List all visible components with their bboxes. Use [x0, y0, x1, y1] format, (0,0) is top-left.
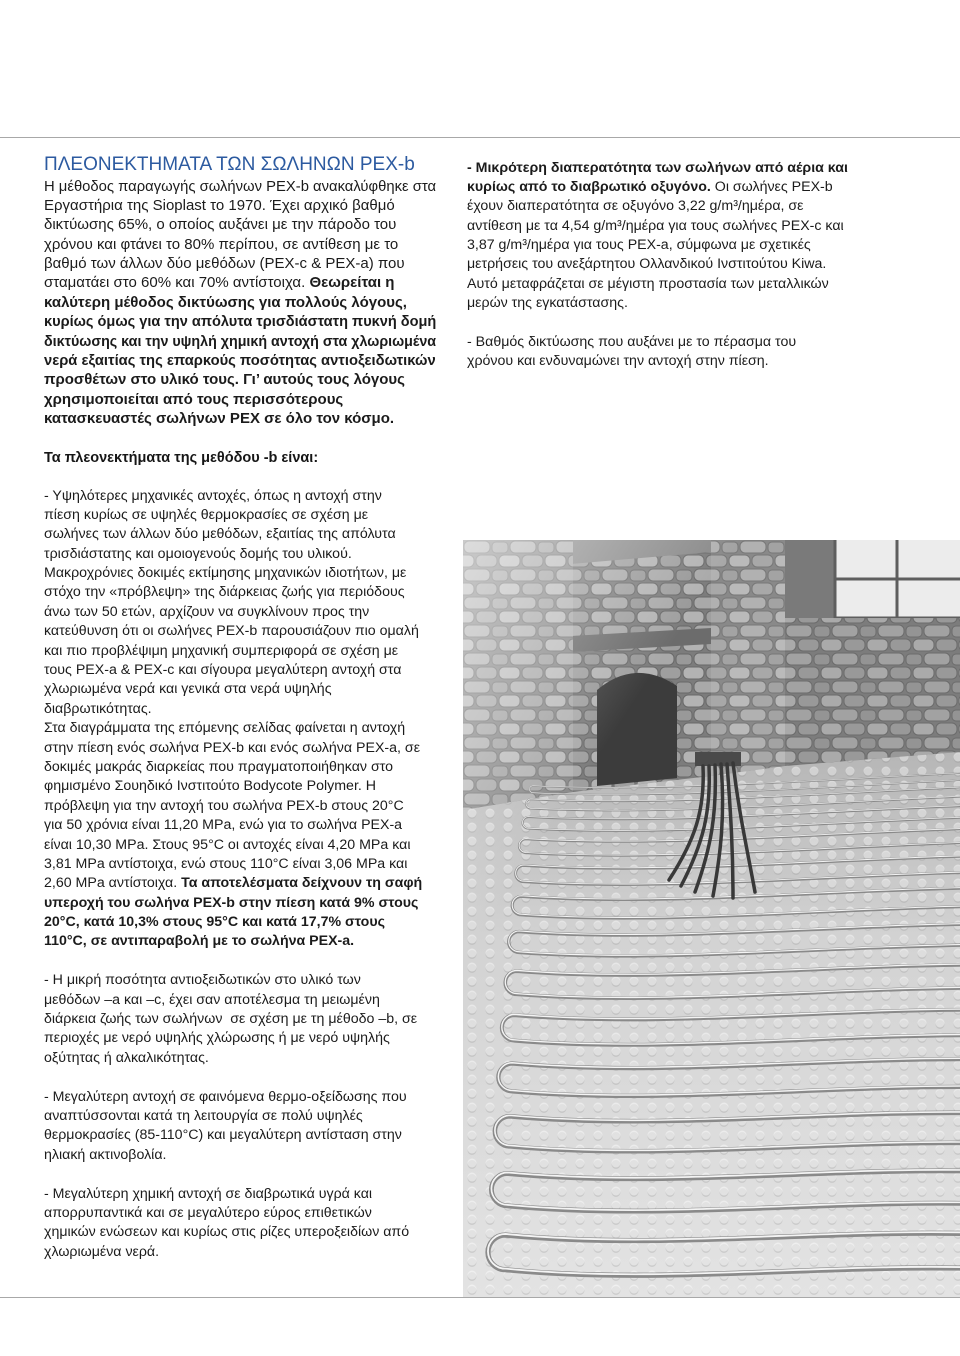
- text-line: [467, 236, 848, 255]
- text-run: έχουν διαπερατότητα σε οξυγόνο 3,22 g/m³/ημέρα, σε: [467, 198, 804, 215]
- intro-line: [44, 370, 456, 389]
- text-run: για 50 χρόνια είναι 11,20 MPa, ενώ για το σωλήνα PEX-a: [44, 817, 403, 834]
- line-text: [44, 312, 436, 331]
- line-text: [44, 506, 368, 525]
- text-line: [44, 874, 422, 893]
- line-text: [467, 294, 628, 313]
- line-text: [44, 564, 406, 583]
- text-run: κατεύθυνση ότι οι σωλήνες PEX-b παρουσιάζουν πιο ομαλή: [44, 623, 419, 640]
- intro-line: [44, 273, 456, 292]
- line-text: [44, 719, 405, 738]
- line-text: [44, 409, 394, 428]
- text-line: [44, 1223, 422, 1242]
- line-text: [44, 913, 385, 932]
- text-line: [44, 758, 422, 777]
- intro-line: [44, 390, 456, 409]
- text-line: [44, 1243, 422, 1262]
- line-text: [44, 293, 407, 312]
- line-text: [44, 1223, 409, 1242]
- text-line: [44, 545, 422, 564]
- line-text: [44, 487, 382, 506]
- line-text: [44, 1010, 417, 1029]
- bold-text-run: κατασκευαστές σωλήνων PEX σε όλο τον κόσμο.: [44, 410, 395, 428]
- text-line: [44, 739, 422, 758]
- bold-text-run: δικτύωσης και την υψηλή χημική αντοχή στα χλωριωμένα: [44, 332, 437, 350]
- line-text: [44, 874, 422, 893]
- text-run: - Υψηλότερες μηχανικές αντοχές, όπως η αντοχή στην: [44, 487, 382, 504]
- line-text: [44, 1204, 372, 1223]
- text-run: απορρυπαντικά και σε μεγαλύτερο εύρος επιθετικών: [44, 1204, 372, 1221]
- line-text: [44, 254, 405, 273]
- text-run: και πιο προβλέψιμη μηχανική συμπεριφορά σε σχέση με: [44, 642, 399, 659]
- text-line: [44, 661, 422, 680]
- bold-text-run: υπεροχή του σωλήνα PEX-b στην πίεση κατά 9% στους: [44, 894, 419, 911]
- text-run: μεθόδων –a και –c, έχει σαν αποτέλεσμα τη μειωμένη: [44, 991, 380, 1008]
- text-run: Οι σωλήνες PEX-b: [710, 178, 833, 195]
- text-line: [467, 197, 848, 216]
- intro-line: [44, 196, 456, 215]
- line-text: [44, 680, 332, 699]
- line-text: [467, 352, 769, 371]
- bottom-divider: [0, 1297, 960, 1298]
- text-run: δικτύωσης 65%, ο οποίος αυξάνει με την πάροδο του: [44, 216, 397, 234]
- line-text: [44, 1185, 372, 1204]
- advantages-heading: Τα πλεονεκτήματα της μεθόδου -b είναι:: [44, 449, 319, 466]
- text-line: [44, 564, 422, 583]
- text-run: πρόβλεψη για την αντοχή του σωλήνα PEX-b στους 20°C: [44, 797, 404, 814]
- text-line: [467, 294, 848, 313]
- text-line: [44, 719, 422, 738]
- text-line: [44, 700, 422, 719]
- intro-paragraph: [44, 177, 456, 429]
- line-text: [44, 622, 419, 641]
- bold-text-run: νερά εξαιτίας της επαρκούς ποσότητας αντιοξειδωτικών: [44, 352, 436, 370]
- text-line: [467, 255, 848, 274]
- text-line: [44, 1185, 422, 1204]
- line-text: [44, 642, 398, 661]
- intro-line: [44, 312, 456, 331]
- text-run: αναπτύσσονται κατά τη λειτουργία σε πολύ υψηλές: [44, 1108, 363, 1124]
- text-line: [44, 642, 422, 661]
- text-run: είναι 10,30 MPa. Στους 95°C οι αντοχές είναι 4,20 MPa και: [44, 836, 411, 853]
- line-text: [44, 215, 396, 234]
- text-line: [44, 991, 422, 1010]
- text-run: χρόνου και φτάνει το 80% περίπου, σε αντίθεση με το: [44, 235, 399, 253]
- line-text: [44, 545, 352, 564]
- line-text: [467, 255, 826, 274]
- text-run: τρισδιάστατης και ομοιογενούς δομής του υλικού.: [44, 545, 352, 562]
- text-run: ηλιακή ακτινοβολία.: [44, 1146, 167, 1163]
- text-run: Αυτό μεταφράζεται σε μέγιστη προστασία των μεταλλικών: [467, 275, 829, 292]
- line-text: [44, 351, 436, 370]
- text-line: [44, 1029, 422, 1048]
- text-run: τους PEX-a & PEX-c και σίγουρα μεγαλύτερη αντοχή στα: [44, 662, 402, 679]
- line-text: [44, 583, 405, 602]
- text-line: [44, 1146, 422, 1165]
- text-line: [44, 797, 422, 816]
- text-line: [44, 777, 422, 796]
- text-run: στόχο την «πρόβλεψη» της διάρκειας ζωής για περιόδους: [44, 584, 405, 601]
- floor-heating-photo: [463, 540, 960, 1297]
- text-line: [44, 583, 422, 602]
- bold-text-run: - Μικρότερη διαπερατότητα των σωλήνων από αέρια και: [467, 159, 848, 176]
- text-line: [44, 855, 422, 874]
- text-run: - Η μικρή ποσότητα αντιοξειδωτικών στο υλικό των: [44, 972, 361, 989]
- text-run: πίεση κυρίως σε υψηλές θερμοκρασίες σε σχέση με: [44, 506, 369, 523]
- text-line: [44, 971, 422, 990]
- intro-line: [44, 409, 456, 428]
- text-run: διαβρωτικότητας.: [44, 700, 152, 717]
- text-line: [44, 506, 422, 525]
- advantage-item: [44, 971, 422, 1068]
- text-run: χλωριωμένα νερά.: [44, 1243, 160, 1260]
- text-line: [44, 1126, 422, 1145]
- line-text: [467, 178, 833, 197]
- text-run: - Μεγαλύτερη χημική αντοχή σε διαβρωτικά υγρά και: [44, 1185, 373, 1202]
- line-text: [44, 971, 361, 990]
- line-text: [467, 159, 848, 178]
- line-text: [44, 700, 152, 719]
- bold-text-run: καλύτερη μέθοδος δικτύωσης για πολλούς λόγους,: [44, 293, 407, 311]
- text-run: χλωριωμένα νερά και γενικά στα νερά υψηλής: [44, 681, 332, 698]
- top-divider: [0, 137, 960, 138]
- line-text: [44, 991, 380, 1010]
- line-text: [44, 836, 410, 855]
- intro-line: [44, 293, 456, 312]
- intro-line: [44, 177, 456, 196]
- text-run: Στα διαγράμματα της επόμενης σελίδας φαίνεται η αντοχή: [44, 720, 406, 737]
- text-run: - Βαθμός δικτύωσης που αυξάνει με το πέρασμα του: [467, 334, 797, 351]
- intro-line: [44, 215, 456, 234]
- bold-text-run: Τα αποτελέσματα δείχνουν τη σαφή: [181, 875, 423, 892]
- text-line: [467, 333, 848, 352]
- text-line: [44, 816, 422, 835]
- line-text: [44, 1243, 159, 1262]
- text-run: χημικών ενώσεων και κυρίως στις ρίζες υπεροξειδίων από: [44, 1224, 410, 1241]
- text-line: [467, 178, 848, 197]
- text-line: [44, 622, 422, 641]
- line-text: [44, 758, 393, 777]
- line-text: [44, 370, 405, 389]
- line-text: [44, 1049, 209, 1068]
- text-line: [44, 487, 422, 506]
- text-run: μερών της εγκατάστασης.: [467, 295, 628, 312]
- text-line: [44, 1088, 422, 1107]
- line-text: [467, 236, 811, 255]
- line-text: [44, 932, 354, 951]
- text-line: [467, 217, 848, 236]
- text-line: [467, 159, 848, 178]
- line-text: [44, 1029, 390, 1048]
- text-run: Εργαστήρια της Sioplast το 1970. Έχει αρχικό βαθμό: [44, 196, 395, 214]
- text-run: χρόνου και ενδυναμώνει την αντοχή στην πίεση.: [467, 353, 769, 370]
- line-text: [44, 525, 396, 544]
- bold-text-run: 110°C, σε αντιπαραβολή με το σωλήνα PEX-a.: [44, 933, 355, 950]
- text-run: βαθμό των άλλων δύο μεθόδων (PEX-c & PEX-a) που: [44, 255, 405, 273]
- line-text: [44, 797, 404, 816]
- line-text: [44, 235, 398, 254]
- advantages-list: [44, 487, 422, 1263]
- text-run: Μακροχρόνιες δοκιμές εκτίμησης μηχανικών ιδιοτήτων, με: [44, 565, 407, 582]
- intro-line: [44, 235, 456, 254]
- text-line: [44, 680, 422, 699]
- advantage-item: [44, 487, 422, 952]
- text-line: [44, 932, 422, 951]
- text-line: [44, 894, 422, 913]
- intro-line: [44, 332, 456, 351]
- bold-text-run: κυρίως όμως για την απόλυτα τρισδιάστατη πυκνή δομή: [44, 313, 437, 331]
- text-run: 3,81 MPa αντίστοιχα, ενώ στους 110°C είναι 3,06 MPa και: [44, 855, 408, 872]
- bold-text-run: κυρίως από το διαβρωτικό οξυγόνο.: [467, 178, 711, 195]
- line-text: [467, 197, 803, 216]
- line-text: [467, 275, 829, 294]
- text-run: διάρκεια ζωής των σωλήνων σε σχέση με τη μέθοδο –b, σε: [44, 1011, 418, 1028]
- text-run: - Μεγαλύτερη αντοχή σε φαινόμενα θερμο-οξείδωσης που: [44, 1088, 407, 1105]
- line-text: [44, 816, 402, 835]
- bold-text-run: 20°C, κατά 10,3% στους 95°C και κατά 17,7% στους: [44, 914, 385, 931]
- text-line: [44, 525, 422, 544]
- text-run: μετρήσεις του ανεξάρτητου Ολλανδικού Ινστιτούτου Kiwa.: [467, 256, 827, 273]
- advantage-item: [467, 159, 848, 314]
- text-run: σταματάει στο 60% και 70% αντίστοιχα.: [44, 274, 310, 292]
- intro-line: [44, 351, 456, 370]
- text-run: οξύτητας ή αλκαλικότητας.: [44, 1049, 209, 1066]
- line-text: [44, 390, 343, 409]
- intro-line: [44, 254, 456, 273]
- page-title: ΠΛΕΟΝΕΚΤΗΜΑΤΑ ΤΩΝ ΣΩΛΗΝΩΝ PEX-b: [44, 154, 415, 175]
- text-line: [44, 1107, 422, 1126]
- line-text: [467, 217, 844, 236]
- line-text: [44, 1146, 166, 1165]
- text-line: [44, 1010, 422, 1029]
- line-text: [44, 777, 376, 796]
- bold-text-run: χρησιμοποιείται από τους περισσότερους: [44, 390, 344, 408]
- line-text: [44, 273, 394, 292]
- text-run: περιοχές με νερό υψηλής χλώρωσης ή με νερό υψηλής: [44, 1030, 390, 1047]
- line-text: [44, 894, 418, 913]
- text-run: 2,60 MPa αντίστοιχα.: [44, 875, 182, 892]
- line-text: [44, 1088, 407, 1107]
- line-text: [44, 1107, 363, 1126]
- line-text: [44, 1126, 402, 1145]
- text-run: φημισμένο Σουηδικό Ινστιτούτο Bodycote Polymer. Η: [44, 778, 377, 795]
- text-line: [44, 1049, 422, 1068]
- advantage-item: [44, 1088, 422, 1166]
- text-line: [44, 603, 422, 622]
- line-text: [44, 332, 436, 351]
- line-text: [44, 603, 369, 622]
- advantage-item: [467, 333, 848, 372]
- text-line: [44, 913, 422, 932]
- right-column: [467, 159, 848, 372]
- advantage-item: [44, 1185, 422, 1263]
- line-text: [44, 855, 407, 874]
- text-run: δοκιμές μακράς διαρκείας που πραγματοποιήθηκαν στο: [44, 758, 394, 775]
- line-text: [467, 333, 796, 352]
- line-text: [44, 739, 420, 758]
- bold-text-run: προσθέτων στο υλικό τους. Γι’ αυτούς τους λόγους: [44, 371, 405, 389]
- text-line: [44, 836, 422, 855]
- text-run: θερμοκρασίες (85-110°C) και μεγαλύτερη αντίσταση στην: [44, 1127, 402, 1144]
- text-run: σωλήνες των άλλων δύο μεθόδων, εξαιτίας της απόλυτα: [44, 526, 396, 543]
- text-run: αντίθεση με τα 4,54 g/m³/ημέρα για τους σωλήνες PEX-c και: [467, 217, 844, 234]
- line-text: [44, 661, 401, 680]
- text-line: [467, 352, 848, 371]
- text-run: άνω των 50 ετών, αρχίζουν να συγκλίνουν προς την: [44, 603, 370, 620]
- text-run: στην πίεση ενός σωλήνα PEX-b και ενός σωλήνα PEX-a, σε: [44, 739, 421, 756]
- text-line: [467, 275, 848, 294]
- text-run: Η μέθοδος παραγωγής σωλήνων PEX-b ανακαλύφθηκε στα: [44, 177, 437, 195]
- line-text: [44, 177, 436, 196]
- bold-text-run: Θεωρείται η: [309, 274, 395, 292]
- line-text: [44, 196, 395, 215]
- text-line: [44, 1204, 422, 1223]
- text-run: 3,87 g/m³/ημέρα για τους PEX-a, σύμφωνα με σχετικές: [467, 237, 811, 254]
